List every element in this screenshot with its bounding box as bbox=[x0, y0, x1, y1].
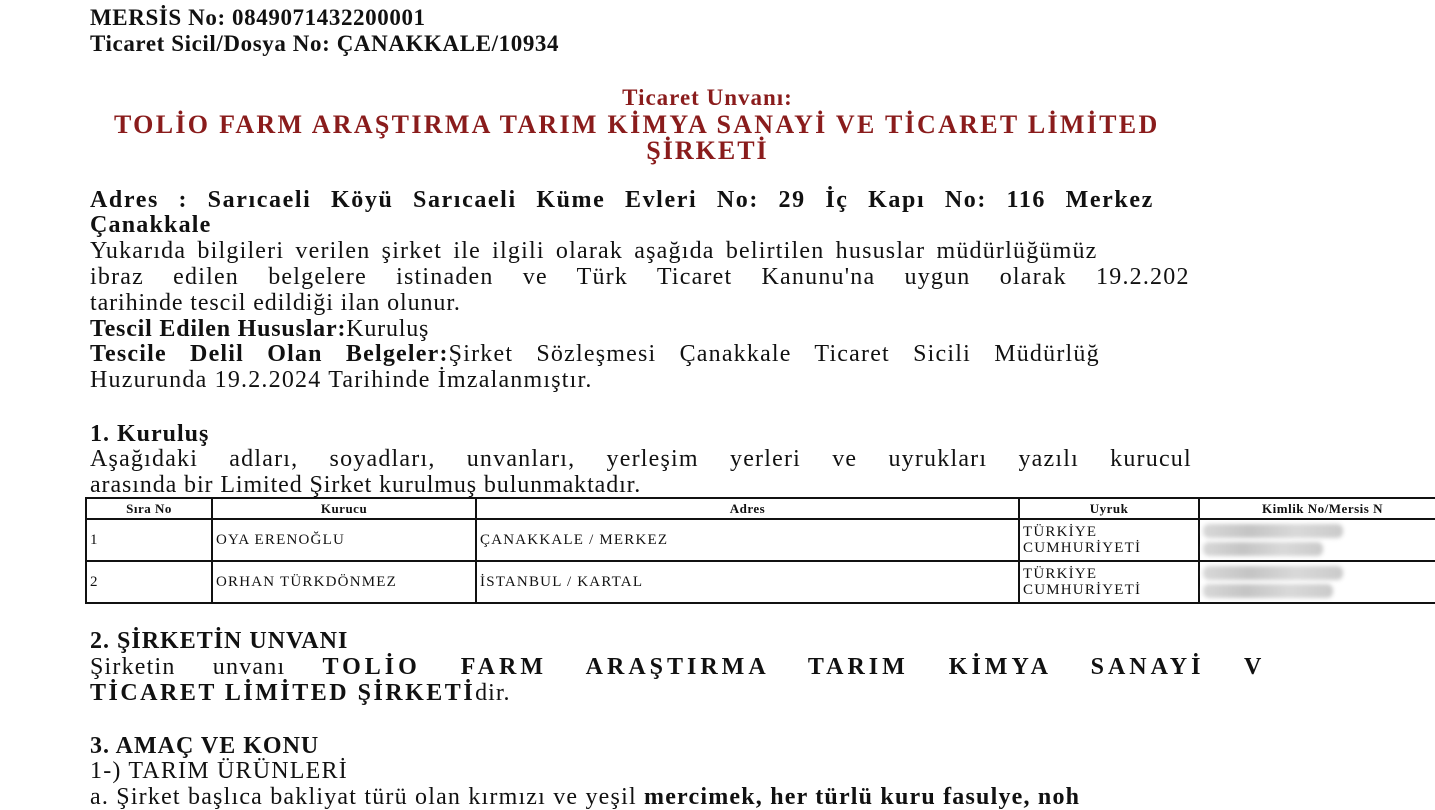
section3-item-a bbox=[90, 784, 1080, 810]
item-a-text: Şirket başlıca bakliyat türü olan kırmızı ve yeşil bbox=[116, 784, 637, 810]
trade-registry-number: Ticaret Sicil/Dosya No: ÇANAKKALE/10934 bbox=[90, 31, 560, 56]
intro-line2: ibraz edilen belgelere istinaden ve Türk Ticaret Kanunu'na uygun olarak 19.2.202 bbox=[90, 264, 1190, 290]
redacted-blur bbox=[1203, 542, 1323, 556]
trade-name-line1: TOLİO FARM ARAŞTIRMA TARIM KİMYA SANAYİ VE TİCARET LİMİTED bbox=[114, 110, 1160, 139]
cell-founder: ORHAN TÜRKDÖNMEZ bbox=[212, 561, 476, 603]
table-row bbox=[86, 519, 1435, 561]
cell-no: 2 bbox=[86, 561, 212, 603]
redacted-blur bbox=[1203, 566, 1343, 580]
registered-matters-value: Kuruluş bbox=[346, 316, 430, 342]
mersis-number: MERSİS No: 0849071432200001 bbox=[90, 5, 426, 30]
address-line1: Adres : Sarıcaeli Köyü Sarıcaeli Küme Evleri No: 29 İç Kapı No: 116 Merkez bbox=[90, 187, 1154, 213]
cell-address: İSTANBUL / KARTAL bbox=[476, 561, 1019, 603]
item-a-label: a. bbox=[90, 784, 110, 810]
cell-id-redacted bbox=[1199, 561, 1435, 603]
address-line2: Çanakkale bbox=[90, 212, 212, 238]
section2-company-name-cont: TİCARET LİMİTED ŞİRKETİ bbox=[90, 680, 476, 706]
col-header-nationality: Uyruk bbox=[1019, 498, 1199, 519]
intro-line3: tarihinde tescil edildiği ilan olunur. bbox=[90, 290, 461, 316]
item-a-bold-text: mercimek, her türlü kuru fasulye, noh bbox=[644, 784, 1081, 810]
founders-table bbox=[85, 497, 1435, 604]
col-header-address: Adres bbox=[476, 498, 1019, 519]
trade-name-line2: ŞİRKETİ bbox=[646, 136, 769, 165]
evidence-documents-value: Şirket Sözleşmesi Çanakkale Ticaret Sicili Müdürlüğ bbox=[448, 341, 1100, 367]
col-header-no: Sıra No bbox=[86, 498, 212, 519]
section2-line1 bbox=[90, 654, 1265, 680]
cell-founder: OYA ERENOĞLU bbox=[212, 519, 476, 561]
cell-address: ÇANAKKALE / MERKEZ bbox=[476, 519, 1019, 561]
section1-text-line2: arasında bir Limited Şirket kurulmuş bulunmaktadır. bbox=[90, 472, 642, 498]
cell-id-redacted bbox=[1199, 519, 1435, 561]
cell-nationality: TÜRKİYE CUMHURİYETİ bbox=[1019, 561, 1199, 603]
section2-heading: 2. ŞİRKETİN UNVANI bbox=[90, 628, 349, 654]
section3-heading: 3. AMAÇ VE KONU bbox=[90, 733, 320, 759]
section2-line2 bbox=[90, 680, 511, 706]
cell-no: 1 bbox=[86, 519, 212, 561]
cell-nationality: TÜRKİYE CUMHURİYETİ bbox=[1019, 519, 1199, 561]
redacted-blur bbox=[1203, 524, 1343, 538]
redacted-blur bbox=[1203, 584, 1333, 598]
intro-line1: Yukarıda bilgileri verilen şirket ile ilgili olarak aşağıda belirtilen hususlar müdürlüğümüz bbox=[90, 238, 1098, 264]
section2-company-name: TOLİO FARM ARAŞTIRMA TARIM KİMYA SANAYİ V bbox=[322, 654, 1266, 680]
col-header-founder: Kurucu bbox=[212, 498, 476, 519]
evidence-documents-label: Tescile Delil Olan Belgeler: bbox=[90, 341, 449, 367]
section1-text-line1: Aşağıdaki adları, soyadları, unvanları, yerleşim yerleri ve uyrukları yazılı kurucul bbox=[90, 446, 1192, 472]
table-row bbox=[86, 561, 1435, 603]
section2-suffix: dir. bbox=[475, 680, 511, 706]
col-header-id: Kimlik No/Mersis N bbox=[1199, 498, 1435, 519]
registered-matters-label: Tescil Edilen Hususlar: bbox=[90, 316, 347, 342]
section2-prefix: Şirketin unvanı bbox=[90, 654, 286, 680]
section3-subheading: 1-) TARIM ÜRÜNLERİ bbox=[90, 758, 348, 784]
registered-matters bbox=[90, 316, 429, 342]
section1-heading: 1. Kuruluş bbox=[90, 421, 210, 447]
table-header-row bbox=[86, 498, 1435, 519]
trade-name-label: Ticaret Unvanı: bbox=[622, 85, 793, 110]
evidence-documents-line2: Huzurunda 19.2.2024 Tarihinde İmzalanmıştır. bbox=[90, 367, 593, 393]
evidence-documents bbox=[90, 341, 1100, 367]
